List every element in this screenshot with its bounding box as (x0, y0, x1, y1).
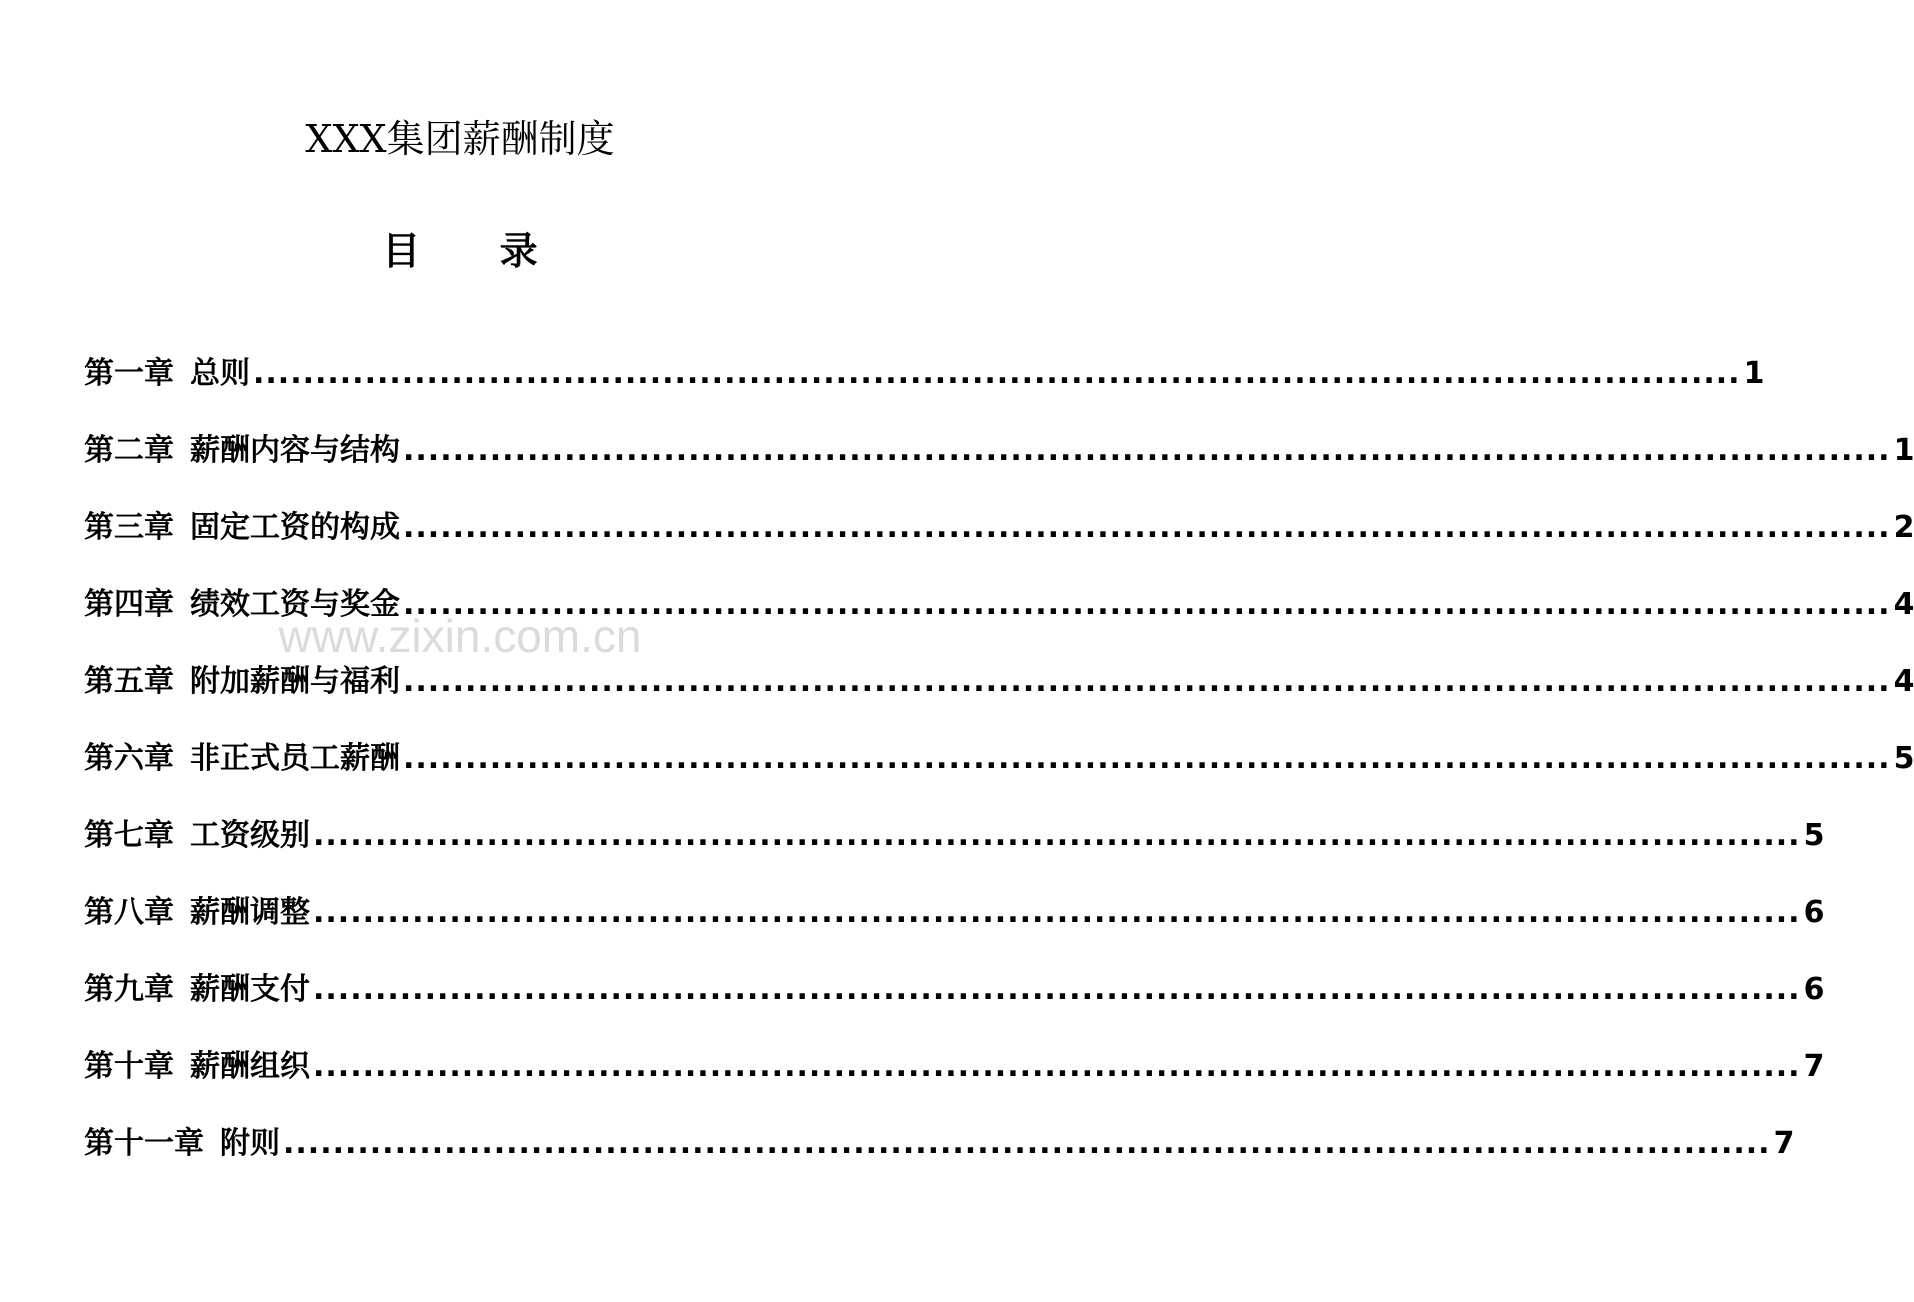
toc-page-number: 5 (1893, 741, 1914, 776)
toc-chapter-name: 绩效工资与奖金 (190, 587, 400, 622)
toc-chapter-number: 第九章 (84, 972, 174, 1007)
toc-entry-10[interactable] (84, 1037, 1825, 1114)
toc-page-number: 4 (1893, 664, 1914, 699)
table-of-contents (84, 344, 1914, 1191)
toc-entry-7[interactable] (84, 806, 1825, 883)
toc-page-number: 6 (1803, 895, 1825, 930)
toc-page-number: 6 (1803, 972, 1825, 1007)
toc-dot-leader: ........................................................................................................................ (403, 433, 1891, 468)
toc-dot-leader: ........................................................................................................................ (403, 510, 1891, 545)
toc-chapter-number: 第二章 (84, 433, 174, 468)
toc-chapter-number: 第七章 (84, 818, 174, 853)
toc-dot-leader: ........................................................................................................................ (313, 972, 1801, 1007)
toc-chapter-number: 第三章 (84, 510, 174, 545)
toc-dot-leader: ........................................................................................................................ (403, 587, 1891, 622)
toc-page-number: 7 (1773, 1126, 1795, 1161)
toc-entry-5[interactable] (84, 652, 1914, 729)
toc-entry-2[interactable] (84, 421, 1914, 498)
toc-chapter-name: 固定工资的构成 (190, 510, 400, 545)
toc-chapter-name: 附则 (220, 1126, 280, 1161)
toc-entry-3[interactable] (84, 498, 1914, 575)
toc-entry-8[interactable] (84, 883, 1825, 960)
toc-chapter-number: 第十章 (84, 1049, 174, 1084)
toc-chapter-number: 第六章 (84, 741, 174, 776)
toc-entry-4[interactable] (84, 575, 1914, 652)
toc-page-number: 1 (1743, 356, 1765, 391)
watermark: www.zixin.com.cn (278, 610, 642, 662)
toc-chapter-number: 第四章 (84, 587, 174, 622)
toc-chapter-name: 薪酬调整 (190, 895, 310, 930)
toc-chapter-number: 第八章 (84, 895, 174, 930)
toc-chapter-name: 薪酬支付 (190, 972, 310, 1007)
toc-chapter-name: 非正式员工薪酬 (190, 741, 400, 776)
toc-dot-leader: ........................................................................................................................ (313, 1049, 1801, 1084)
document-title: XXX集团薪酬制度 (305, 117, 615, 161)
toc-dot-leader: ........................................................................................................................ (313, 895, 1801, 930)
toc-page-number: 1 (1893, 433, 1914, 468)
toc-page-number: 4 (1893, 587, 1914, 622)
toc-entry-1[interactable] (84, 344, 1765, 421)
toc-chapter-name: 总则 (190, 356, 250, 391)
toc-dot-leader: ........................................................................................................................ (403, 664, 1891, 699)
toc-chapter-name: 附加薪酬与福利 (190, 664, 400, 699)
toc-chapter-name: 薪酬组织 (190, 1049, 310, 1084)
toc-dot-leader: ........................................................................................................................ (403, 741, 1891, 776)
toc-dot-leader: ........................................................................................................................ (253, 356, 1741, 391)
toc-chapter-number: 第一章 (84, 356, 174, 391)
toc-page-number: 2 (1893, 510, 1914, 545)
toc-chapter-name: 工资级别 (190, 818, 310, 853)
toc-entry-11[interactable] (84, 1114, 1795, 1191)
toc-chapter-number: 第五章 (84, 664, 174, 699)
toc-page-number: 7 (1803, 1049, 1825, 1084)
toc-dot-leader: ........................................................................................................................ (283, 1126, 1771, 1161)
toc-dot-leader: ........................................................................................................................ (313, 818, 1801, 853)
toc-chapter-name: 薪酬内容与结构 (190, 433, 400, 468)
toc-entry-9[interactable] (84, 960, 1825, 1037)
toc-heading: 目 录 (382, 228, 538, 273)
toc-page-number: 5 (1803, 818, 1825, 853)
toc-chapter-number: 第十一章 (84, 1126, 204, 1161)
toc-entry-6[interactable] (84, 729, 1914, 806)
